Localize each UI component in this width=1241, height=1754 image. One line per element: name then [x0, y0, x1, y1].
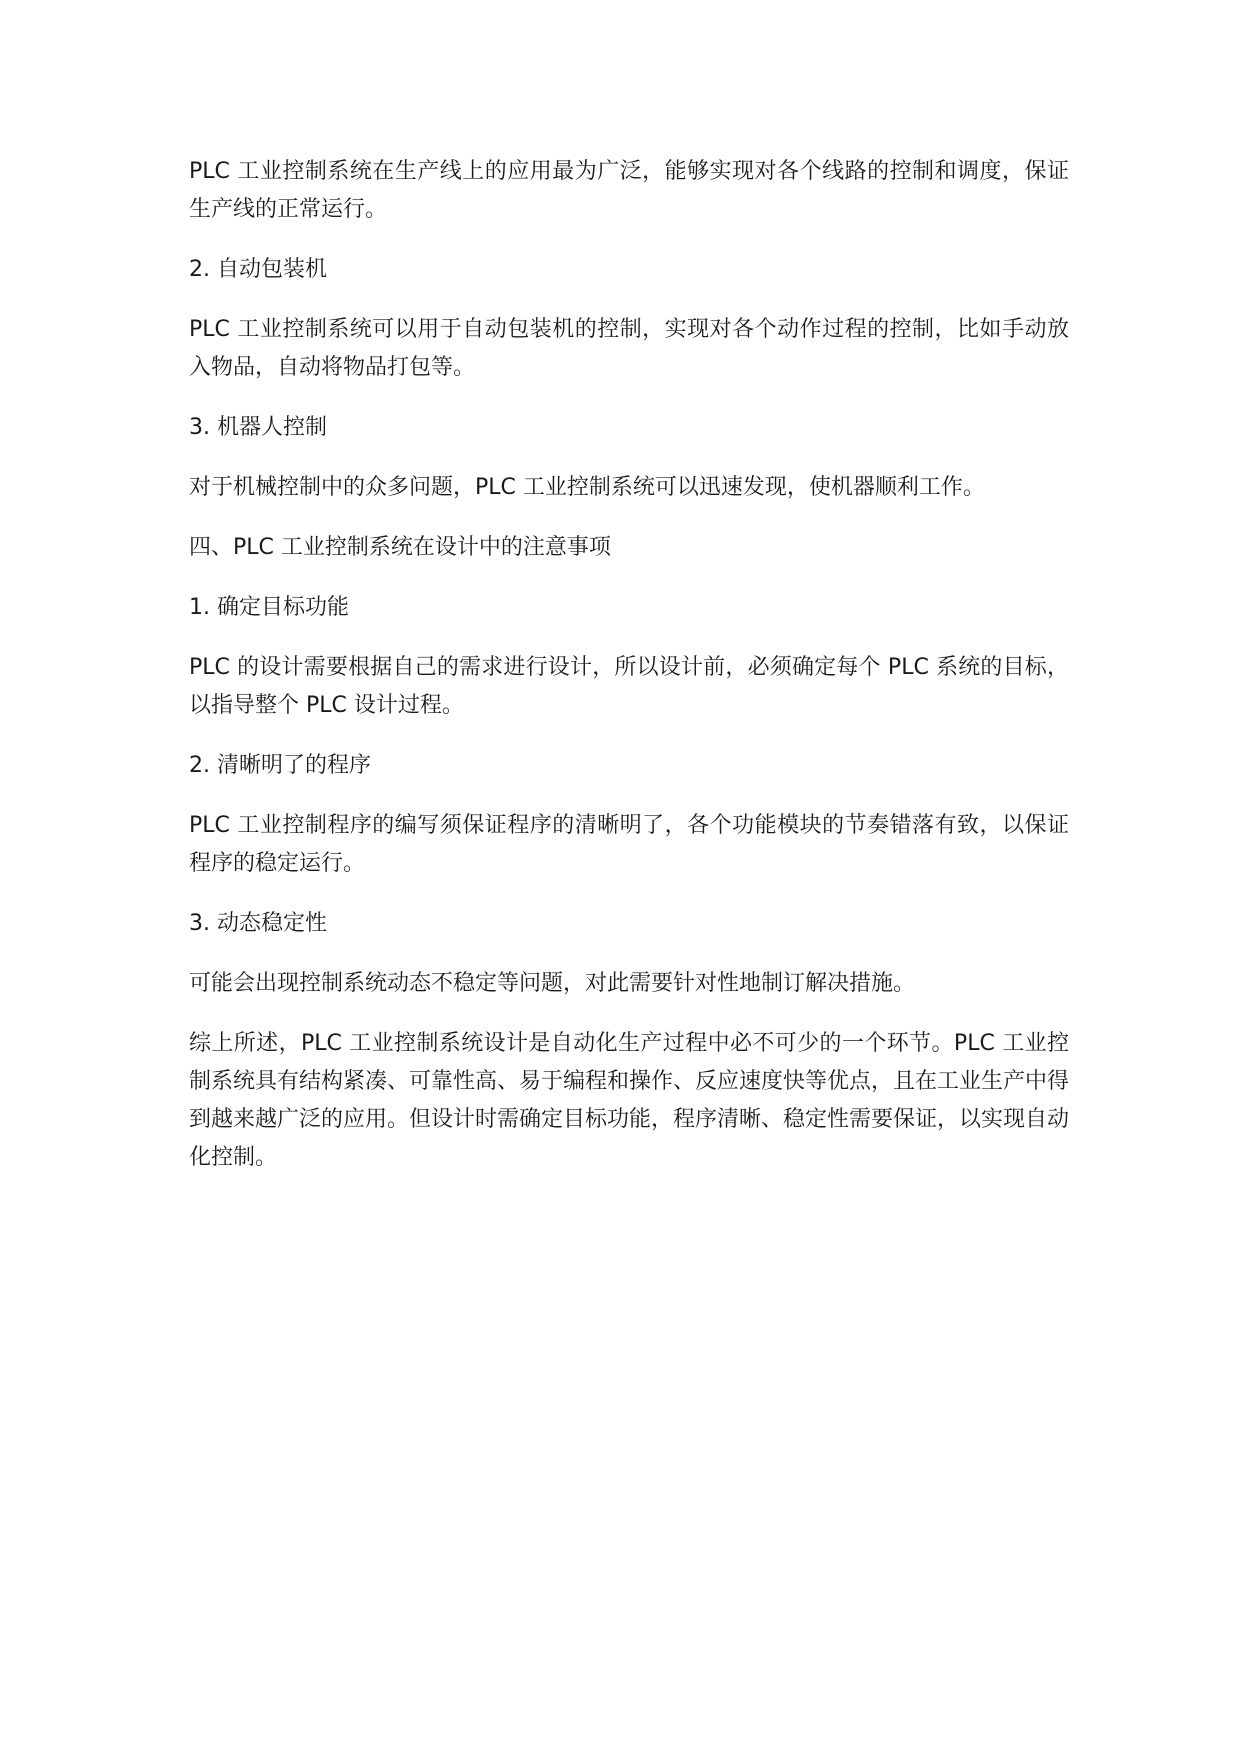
heading-clear-program: 2. 清晰明了的程序 [189, 753, 371, 778]
heading-dynamic-stability: 3. 动态稳定性 [189, 911, 327, 936]
section-heading-design-notes: 四、PLC 工业控制系统在设计中的注意事项 [189, 535, 611, 560]
paragraph-auto-packaging: PLC 工业控制系统可以用于自动包装机的控制，实现对各个动作过程的控制，比如手动放入物品，自动将物品打包等。 [189, 317, 1069, 380]
heading-robot-control: 3. 机器人控制 [189, 415, 327, 440]
heading-target-function: 1. 确定目标功能 [189, 595, 349, 620]
paragraph-conclusion: 综上所述，PLC 工业控制系统设计是自动化生产过程中必不可少的一个环节。PLC 工业控制系统具有结构紧凑、可靠性高、易于编程和操作、反应速度快等优点，且在工业生产中得到越来越广泛的应用。但设计时需确定目标功能，程序清晰、稳定性需要保证，以实现自动化控制。 [189, 1031, 1070, 1170]
paragraph-dynamic-stability: 可能会出现控制系统动态不稳定等问题，对此需要针对性地制订解决措施。 [189, 971, 916, 996]
heading-auto-packaging: 2. 自动包装机 [189, 257, 327, 282]
paragraph-clear-program: PLC 工业控制程序的编写须保证程序的清晰明了，各个功能模块的节奏错落有致，以保证程序的稳定运行。 [189, 813, 1069, 876]
paragraph-robot-control: 对于机械控制中的众多问题，PLC 工业控制系统可以迅速发现，使机器顺利工作。 [189, 475, 985, 500]
paragraph-target-function: PLC 的设计需要根据自己的需求进行设计，所以设计前，必须确定每个 PLC 系统的目标，以指导整个 PLC 设计过程。 [189, 655, 1069, 718]
document-body [189, 153, 1069, 1199]
paragraph-production-line: PLC 工业控制系统在生产线上的应用最为广泛，能够实现对各个线路的控制和调度，保证生产线的正常运行。 [189, 159, 1069, 222]
